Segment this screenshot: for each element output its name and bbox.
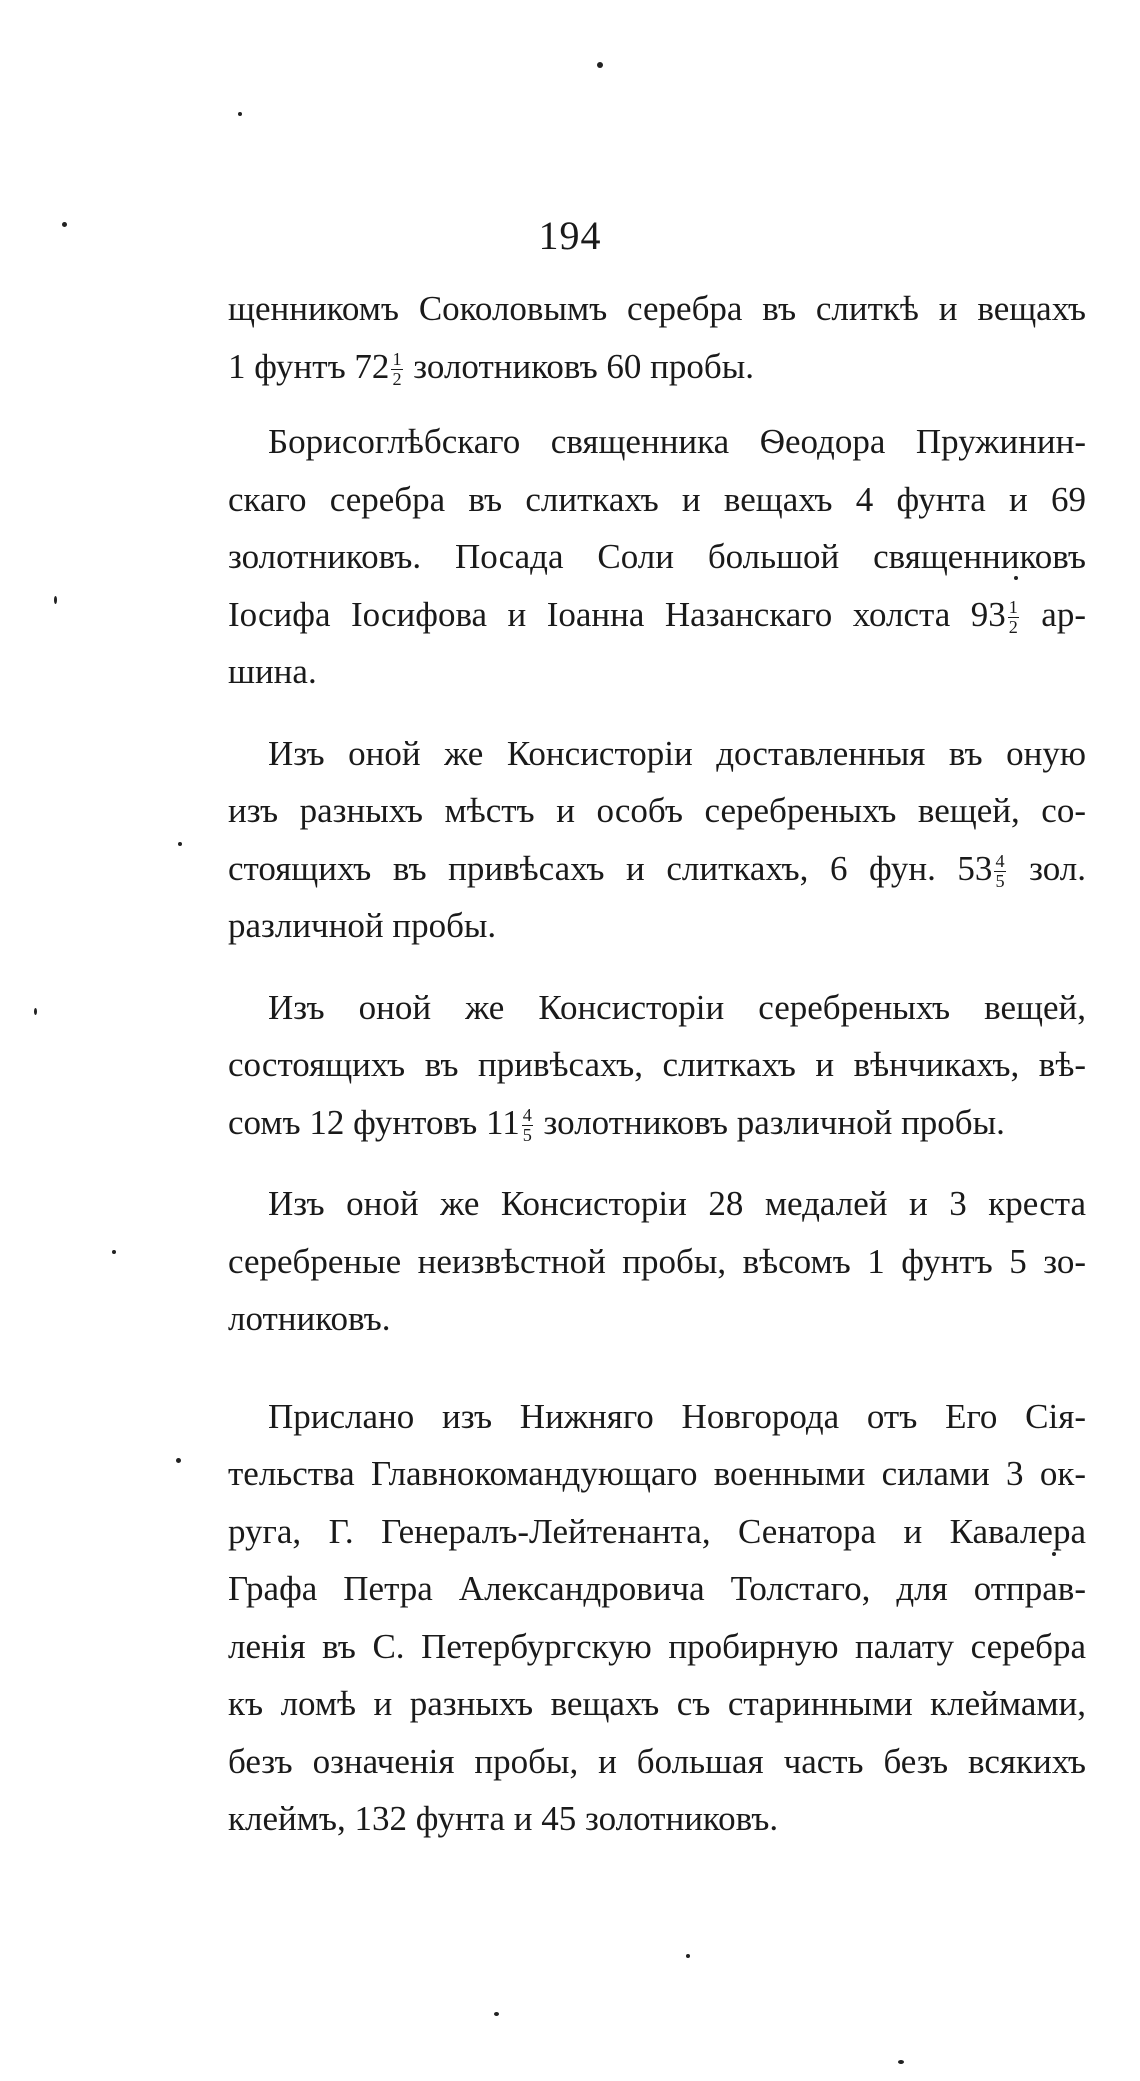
text-line: руга, Г. Генералъ-Лейтенанта, Сенатора и Кавалера <box>228 1511 1086 1551</box>
page-number: 194 <box>538 213 602 258</box>
text-line: безъ означенія пробы, и большая часть безъ всякихъ <box>228 1741 1086 1781</box>
paragraph <box>228 413 1086 701</box>
text-line <box>228 1094 1086 1152</box>
fraction <box>994 852 1005 891</box>
fraction <box>391 350 402 389</box>
text-line: Изъ оной же Консисторіи 28 медалей и 3 креста <box>268 1184 1086 1223</box>
text-line: къ ломѣ и разныхъ вещахъ съ старинными клеймами, <box>228 1684 1086 1723</box>
fraction-denominator: 2 <box>1008 616 1018 637</box>
paragraph <box>228 1175 1086 1348</box>
fraction-numerator: 4 <box>995 850 1005 871</box>
fraction-denominator: 5 <box>522 1124 532 1145</box>
fraction <box>1008 598 1019 637</box>
text-line: шина. <box>228 652 317 691</box>
text-line: Борисоглѣбскаго священника Ѳеодора Пружинин- <box>268 422 1086 461</box>
fraction-denominator: 5 <box>995 870 1005 891</box>
paper-speck <box>238 112 242 116</box>
document-body <box>228 280 1086 1848</box>
text-line: скаго серебра въ слиткахъ и вещахъ 4 фунта и 69 <box>228 479 1086 519</box>
text-line: серебреные неизвѣстной пробы, вѣсомъ 1 фунтъ 5 зо- <box>228 1241 1086 1281</box>
text-line: Изъ оной же Консисторіи серебреныхъ вещей, <box>268 987 1086 1027</box>
text-line: щенникомъ Соколовымъ серебра въ слиткѣ и вещахъ <box>228 289 1086 328</box>
text-line: тельства Главнокомандующаго военными силами 3 ок- <box>228 1454 1086 1493</box>
text-line <box>228 586 1086 644</box>
text-line: Графа Петра Александровича Толстаго, для отправ- <box>228 1569 1086 1608</box>
fraction-numerator: 1 <box>1008 596 1018 617</box>
paper-speck <box>34 1008 37 1015</box>
text-run: золотниковъ различной пробы. <box>534 1102 1005 1142</box>
text-line: Прислано изъ Нижняго Новгорода отъ Его Сія- <box>268 1396 1086 1436</box>
paper-speck <box>1052 1552 1056 1556</box>
text-run: Іосифа Іосифова и Іоанна Назанскаго холста 93 <box>228 594 1006 634</box>
text-line: лотниковъ. <box>228 1299 391 1338</box>
paper-speck <box>54 596 57 604</box>
text-line <box>228 840 1086 898</box>
text-line: Изъ оной же Консисторіи доставленныя въ оную <box>268 733 1086 773</box>
paper-speck <box>176 1458 181 1463</box>
paper-speck <box>178 842 182 846</box>
paper-speck <box>686 1954 690 1958</box>
text-run: сомъ 12 фунтовъ 11 <box>228 1102 520 1142</box>
text-run: ар- <box>1020 594 1086 634</box>
fraction-numerator: 1 <box>392 348 402 369</box>
text-run: стоящихъ въ привѣсахъ и слиткахъ, 6 фун. 53 <box>228 848 993 888</box>
paragraph <box>228 280 1086 395</box>
text-line: золотниковъ. Посада Соли большой священниковъ <box>228 537 1086 576</box>
text-run: зол. <box>1007 848 1086 888</box>
text-line: состоящихъ въ привѣсахъ, слиткахъ и вѣнчикахъ, вѣ- <box>228 1045 1086 1084</box>
text-run: золотниковъ 60 пробы. <box>404 346 754 386</box>
paper-speck <box>494 2012 499 2016</box>
paragraph <box>228 1388 1086 1848</box>
fraction <box>522 1106 533 1145</box>
text-line: клеймъ, 132 фунта и 45 золотниковъ. <box>228 1799 779 1838</box>
text-line: различной пробы. <box>228 906 497 945</box>
paper-speck <box>597 62 603 68</box>
paragraph <box>228 725 1086 955</box>
paragraph <box>228 979 1086 1152</box>
text-line <box>228 338 1086 396</box>
fraction-numerator: 4 <box>522 1104 532 1125</box>
text-line: ленія въ С. Петербургскую пробирную палату серебра <box>228 1626 1086 1666</box>
paper-speck <box>62 222 67 227</box>
paper-speck <box>112 1250 116 1254</box>
text-line: изъ разныхъ мѣстъ и особъ серебреныхъ вещей, со- <box>228 791 1086 830</box>
fraction-denominator: 2 <box>392 368 402 389</box>
paper-speck <box>1014 576 1018 580</box>
paper-speck <box>898 2060 904 2064</box>
text-run: 1 фунтъ 72 <box>228 346 390 386</box>
